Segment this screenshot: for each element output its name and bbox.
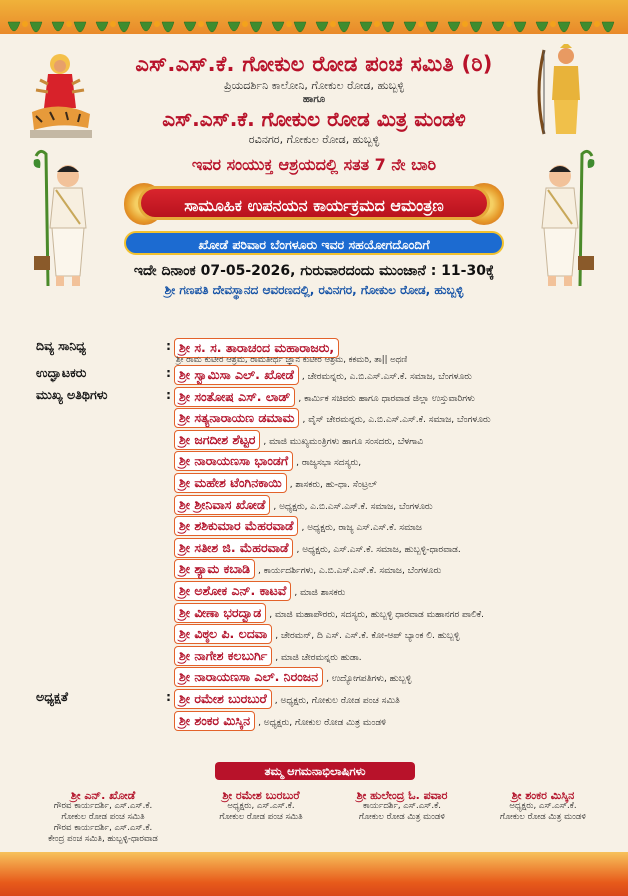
host-line: ಅಧ್ಯಕ್ಷರು, ಎಸ್.ಎಸ್.ಕೆ. [227, 801, 295, 811]
host-card [478, 790, 608, 823]
org1-title: ಎಸ್.ಎಸ್.ಕೆ. ಗೋಕುಲ ರೋಡ ಪಂಚ ಸಮಿತಿ (ರಿ) [135, 52, 493, 76]
inaug-label: ಉದ್ಘಾಟಕರು [36, 365, 87, 380]
chief-row [36, 624, 596, 646]
chief-label: ಮುಖ್ಯ ಅತಿಥಿಗಳು [36, 386, 108, 402]
inaug-name: ಶ್ರೀ ಸ್ವಾಮಿಸಾ ಎಲ್. ಖೋಡೆ [179, 367, 294, 382]
chief-row [36, 473, 596, 495]
chief-row [36, 495, 596, 517]
and-word: ಹಾಗೂ [302, 94, 326, 105]
org2-title: ಎಸ್.ಎಸ್.ಕೆ. ಗೋಕುಲ ರೋಡ ಮಿತ್ರ ಮಂಡಳಿ [162, 107, 466, 131]
chief-row [36, 603, 596, 625]
chief-name: ಶ್ರೀ ಶ್ಯಾಮ ಕಬಾಡಿ [179, 561, 251, 577]
chief-desc: , ಮಾಜಿ ಮುಖ್ಯಮಂತ್ರಿಗಳು ಹಾಗೂ ಸಂಸದರು, ಬೆಳಗಾವಿ [263, 436, 424, 447]
chief-row [36, 646, 596, 668]
host-card [196, 790, 326, 823]
host-line: ಗೌರವ ಕಾರ್ಯದರ್ಶಿ, ಎಸ್.ಎಸ್.ಕೆ. [53, 801, 153, 811]
inaug-desc: , ಚೇರಮನ್ನರು, ಎ.ಬಿ.ಎಸ್.ಎಸ್.ಕೆ. ಸಮಾಜ, ಬೆಂಗಳೂರು [301, 372, 472, 382]
event-banner [124, 183, 504, 225]
host-line: ಗೋಕುಲ ರೋಡ ಪಂಚ ಸಮಿತಿ [219, 812, 303, 822]
chief-desc: , ಕಾರ್ಯದರ್ಶಿಗಳು, ಎ.ಬಿ.ಎಸ್.ಎಸ್.ಕೆ. ಸಮಾಜ, ಬೆಂಗಳೂರು [258, 566, 442, 577]
chief-name: ಶ್ರೀ ನಾಗೇಶ ಕಲಬುರ್ಗಿ [179, 647, 268, 663]
president-name: ಶ್ರೀ ಶಂಕರ ಮಿಸ್ಕಿನ [179, 712, 251, 728]
host-name: ಶ್ರೀ ಶಂಕರ ಮಿಸ್ಕಿನ [511, 789, 575, 802]
presence-row [36, 338, 596, 365]
host-line: ಗೋಕುಲ ರೋಡ ಮಿತ್ರ ಮಂಡಳಿ [359, 812, 445, 822]
chief-name: ಶ್ರೀ ಮಹೇಶ ಟೆಂಗಿನಕಾಯಿ [179, 474, 282, 490]
host-name: ಶ್ರೀ ಹುಲೇಂದ್ರ ಓ. ಪವಾರ [356, 789, 448, 802]
host-name: ಶ್ರೀ ರಮೇಶ ಬುರಬುರೆ [222, 789, 300, 802]
event-title: ಸಾಮೂಹಿಕ ಉಪನಯನ ಕಾರ್ಯಕ್ರಮದ ಆಮಂತ್ರಣ [138, 186, 490, 220]
inaug-row [36, 365, 596, 387]
chief-desc: , ಮಾಜಿ ಚೇರಮನ್ನರು ಹುಡಾ. [275, 652, 362, 663]
presence-name: ಶ್ರೀ ಸ. ಸ. ತಾರಾಚಂದ ಮಹಾರಾಜರು, [179, 340, 335, 355]
chief-name: ಶ್ರೀ ವಿಠ್ಠಲ ಪಿ. ಲದವಾ [179, 626, 268, 642]
sponsor-line: ಖೋಡೆ ಪರಿವಾರ ಬೆಂಗಳೂರು ಇವರ ಸಹಯೋಗದೊಂದಿಗೆ [124, 231, 504, 255]
president-row [36, 689, 596, 711]
host-line: ಅಧ್ಯಕ್ಷರು, ಎಸ್.ಎಸ್.ಕೆ. [509, 801, 577, 811]
president-name: ಶ್ರೀ ರಮೇಶ ಬುರಬುರೆ [179, 690, 267, 706]
welcome-hosts-title: ತಮ್ಮ ಆಗಮನಾಭಿಲಾಷಿಗಳು [215, 762, 415, 780]
chief-desc: , ಅಧ್ಯಕ್ಷರು, ರಾಜ್ಯ ಎಸ್.ಎಸ್.ಕೆ. ಸಮಾಜ [301, 523, 422, 534]
chief-desc: , ಕಾರ್ಮಿಕ ಸಚಿವರು ಹಾಗೂ ಧಾರವಾಡ ಜಿಲ್ಲಾ ಉಸ್ತುವಾರಿಗಳು [298, 393, 475, 404]
chief-name: ಶ್ರೀ ವೀಣಾ ಭರದ್ವಾಡ [179, 604, 262, 620]
colon: : [166, 688, 171, 704]
chief-name: ಶ್ರೀ ಸಂತೋಷ ಎಸ್. ಲಾಡ್ [179, 388, 291, 404]
chief-desc: , ರಾಜ್ಯಸಭಾ ಸದಸ್ಯರು, [296, 458, 362, 469]
chief-row [36, 516, 596, 538]
chief-desc: , ಅಧ್ಯಕ್ಷರು, ಎಸ್.ಎಸ್.ಕೆ. ಸಮಾಜ, ಹುಬ್ಬಳ್ಳಿ-ಧಾರವಾಡ. [296, 544, 461, 555]
colon: : [166, 338, 171, 353]
chief-row [36, 430, 596, 452]
colon: : [166, 386, 171, 402]
host-line: ಕಾರ್ಯದರ್ಶಿ, ಎಸ್.ಎಸ್.ಕೆ. [362, 801, 441, 811]
guest-list [36, 338, 596, 732]
colon: : [166, 365, 171, 380]
org1-address: ಪ್ರಿಯದರ್ಶಿನಿ ಕಾಲೋನಿ, ಗೋಕುಲ ರೋಡ, ಹುಬ್ಬಳ್ಳಿ [223, 79, 405, 92]
chief-name: ಶ್ರೀ ಶ್ರೀನಿವಾಸ ಖೋಡೆ [179, 496, 266, 512]
chief-row [36, 451, 596, 473]
chief-desc: , ಮಾಜಿ ಶಾಸಕರು [294, 587, 346, 598]
host-line: ಗೋಕುಲ ರೋಡ ಮಿತ್ರ ಮಂಡಳಿ [500, 812, 586, 822]
chief-row [36, 667, 596, 689]
chief-row [36, 559, 596, 581]
chief-name: ಶ್ರೀ ನಾರಾಯಣಸಾ ಭಾಂಡಗೆ [179, 453, 289, 469]
chief-name: ಶ್ರೀ ಅಶೋಕ ಎನ್. ಕಾಟವೆ [179, 582, 287, 598]
invitation-header [0, 40, 628, 298]
chief-row [36, 408, 596, 430]
chief-name: ಶ್ರೀ ಸತೀಶ ಜಿ. ಮೆಹರವಾಡೆ [179, 539, 289, 555]
host-line: ಗೌರವ ಕಾರ್ಯದರ್ಶಿ, ಎಸ್.ಎಸ್.ಕೆ. [53, 823, 153, 833]
chief-desc: , ಉದ್ಯೋಗಪತಿಗಳು, ಹುಬ್ಬಳ್ಳಿ [326, 674, 412, 685]
bottom-band [0, 852, 628, 896]
presence-sub: ಶ್ರೀ ರಾಮ ಕುಟೀರ ಆಶ್ರಮ, ರಾಮತೀರ್ಥ ಜ್ಞಾನ ಕುಟೀರ ಆಶ್ರಮ, ಕಕಮರಿ, ತಾ|| ಅಥಣಿ [176, 355, 408, 365]
date-line: ಇದೇ ದಿನಾಂಕ 07-05-2026, ಗುರುವಾರದಂದು ಮುಂಜಾನೆ : 11-30ಕ್ಕೆ [133, 263, 495, 279]
president-row [36, 711, 596, 733]
chief-desc: , ಅಧ್ಯಕ್ಷರು, ಎ.ಬಿ.ಎಸ್.ಎಸ್.ಕೆ. ಸಮಾಜ, ಬೆಂಗಳೂರು [273, 501, 433, 512]
joint-line: ಇವರ ಸಂಯುಕ್ತ ಆಶ್ರಯದಲ್ಲಿ ಸತತ 7 ನೇ ಬಾರಿ [191, 155, 437, 174]
president-label: ಅಧ್ಯಕ್ಷತೆ [36, 688, 68, 704]
chief-name: ಶ್ರೀ ಸತ್ಯನಾರಾಯಣ ಡಮಾಮ [179, 410, 295, 426]
org2-address: ರವಿನಗರ, ಗೋಕುಲ ರೋಡ, ಹುಬ್ಬಳ್ಳಿ [248, 133, 380, 146]
chief-name: ಶ್ರೀ ಶಶಿಕುಮಾರ ಮೆಹರವಾಡೆ [179, 518, 294, 534]
chief-name: ಶ್ರೀ ಜಗದೀಶ ಶೆಟ್ಟರ [179, 431, 256, 447]
chief-desc: , ಚೇರಮನ್, ದಿ ಎಸ್. ಎಸ್.ಕೆ. ಕೋ-ಆಪ್ ಬ್ಯಾಂಕ ಲಿ. ಹುಬ್ಬಳ್ಳಿ [275, 631, 460, 642]
presence-label: ದಿವ್ಯ ಸಾನಿಧ್ಯ [36, 338, 86, 353]
chief-row [36, 387, 596, 409]
chief-desc: , ಶಾಸಕರು, ಹು-ಧಾ. ಸೆಂಟ್ರಲ್ [289, 479, 377, 490]
host-line: ಕೇಂದ್ರ ಪಂಚ ಸಮಿತಿ, ಹುಬ್ಬಳ್ಳಿ-ಧಾರವಾಡ [48, 834, 158, 844]
host-card [28, 790, 178, 845]
host-name: ಶ್ರೀ ಎನ್. ಖೋಡೆ [70, 789, 136, 802]
host-card [328, 790, 476, 823]
chief-name: ಶ್ರೀ ನಾರಾಯಣಸಾ ಎಲ್. ನಿರಂಜನ [179, 669, 319, 685]
chief-desc: , ವೈಸ್ ಚೇರಮನ್ನರು, ಎ.ಬಿ.ಎಸ್.ಎಸ್.ಕೆ. ಸಮಾಜ, ಬೆಂಗಳೂರು [302, 415, 491, 426]
chief-row [36, 581, 596, 603]
venue-line: ಶ್ರೀ ಗಣಪತಿ ದೇವಸ್ಥಾನದ ಆವರಣದಲ್ಲಿ, ರವಿನಗರ, ಗೋಕುಲ ರೋಡ, ಹುಬ್ಬಳ್ಳಿ [164, 283, 464, 297]
host-line: ಗೋಕುಲ ರೋಡ ಪಂಚ ಸಮಿತಿ [61, 812, 145, 822]
president-desc: , ಅಧ್ಯಕ್ಷರು, ಗೋಕುಲ ರೋಡ ಮಿತ್ರ ಮಂಡಳಿ [258, 717, 387, 728]
chief-desc: , ಮಾಜಿ ಮಹಾಪೌರರು, ಸದಸ್ಯರು, ಹುಬ್ಬಳ್ಳಿ ಧಾರವಾಡ ಮಹಾನಗರ ಪಾಲಿಕೆ. [269, 609, 485, 620]
president-desc: , ಅಧ್ಯಕ್ಷರು, ಗೋಕುಲ ರೋಡ ಪಂಚ ಸಮಿತಿ [274, 695, 400, 706]
chief-row [36, 538, 596, 560]
